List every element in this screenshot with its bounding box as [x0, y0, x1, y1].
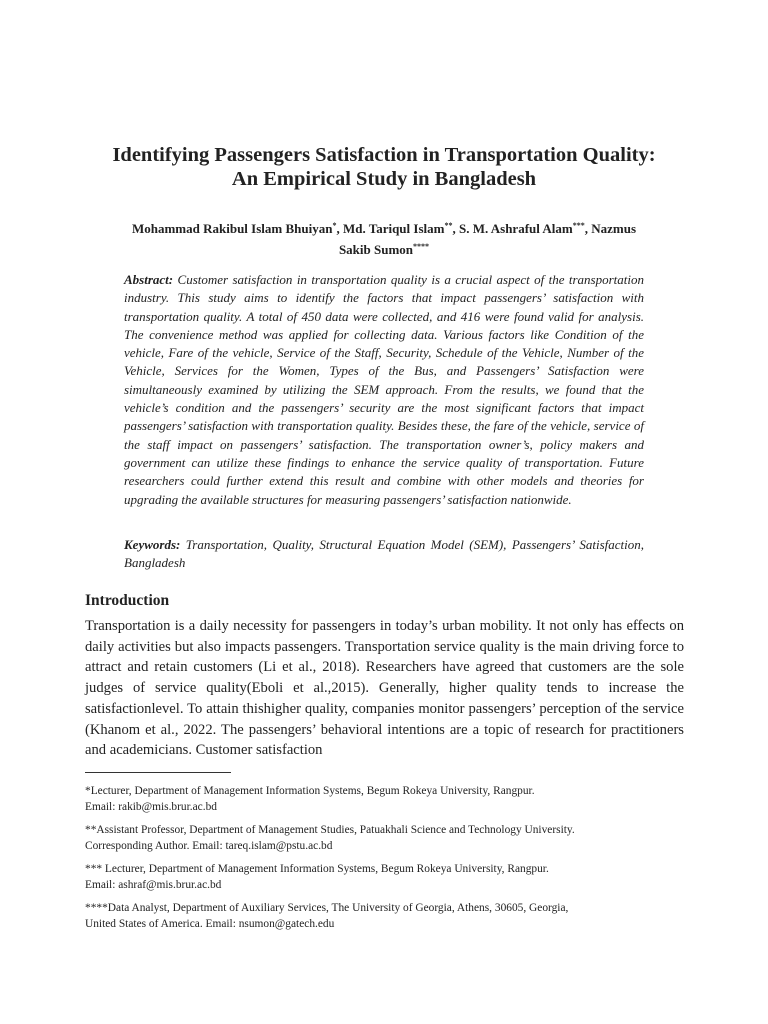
author-list	[80, 218, 688, 260]
title-line-1: Identifying Passengers Satisfaction in Transportation Quality:	[112, 144, 656, 166]
introduction-paragraph: Transportation is a daily necessity for passengers in today’s urban mobility. It not only has effects on daily activities but also impacts passengers. Transportation service quality is the main driving force to attract and retain customers (Li et al., 2018). Researchers have agreed that customers are the sole judges of service quality(Eboli et al.,2015). Generally, higher quality tends to increase the satisfactionlevel. To attain thishigher quality, companies monitor passengers’ perception of the service (Khanom et al., 2022. The passengers’ behavioral intentions are a topic of research for practitioners and academicians. Customer satisfaction	[85, 618, 684, 759]
footnote-separator	[85, 772, 231, 773]
author-name: , Nazmus	[584, 221, 637, 236]
footnotes	[85, 783, 684, 939]
footnote-email: Corresponding Author. Email: tareq.islam@pstu.ac.bd	[85, 840, 333, 852]
footnote-affiliation: ****Data Analyst, Department of Auxiliary Services, The University of Georgia, Athens, 30605, Georgia,	[85, 902, 569, 914]
footnote-email: Email: ashraf@mis.brur.ac.bd	[85, 879, 222, 891]
affiliation-mark: ***	[572, 221, 585, 230]
abstract	[124, 271, 644, 509]
footnote-email: United States of America. Email: nsumon@gatech.edu	[85, 918, 335, 930]
footnote-email: Email: rakib@mis.brur.ac.bd	[85, 801, 217, 813]
footnote-affiliation: *Lecturer, Department of Management Information Systems, Begum Rokeya University, Rangpur.	[85, 785, 535, 797]
paper-title	[60, 143, 708, 191]
footnote-affiliation: **Assistant Professor, Department of Management Studies, Patuakhali Science and Technology University.	[85, 824, 575, 836]
footnote	[85, 861, 684, 893]
footnote	[85, 783, 684, 815]
author-name: Sakib Sumon	[338, 242, 414, 257]
keywords	[124, 536, 644, 573]
author-name: , Md. Tariqul Islam	[336, 221, 445, 236]
author-line-1	[80, 218, 688, 239]
footnote	[85, 822, 684, 854]
section-heading-introduction: Introduction	[85, 592, 170, 609]
keywords-text: Transportation, Quality, Structural Equation Model (SEM), Passengers’ Satisfaction, Bangladesh	[124, 537, 645, 571]
footnote-affiliation: *** Lecturer, Department of Management Information Systems, Begum Rokeya University, Rangpur.	[85, 863, 549, 875]
footnote	[85, 900, 684, 932]
affiliation-mark: *	[332, 221, 337, 230]
author-line-2	[80, 239, 688, 260]
author-name: Mohammad Rakibul Islam Bhuiyan	[131, 221, 333, 236]
title-line-2: An Empirical Study in Bangladesh	[231, 168, 537, 190]
author-name: , S. M. Ashraful Alam	[452, 221, 573, 236]
affiliation-mark: **	[444, 221, 453, 230]
abstract-label: Abstract:	[124, 272, 174, 287]
abstract-text: Customer satisfaction in transportation quality is a crucial aspect of the transportation industry. This study aims to identify the factors that impact passengers’ satisfaction with transportation quality. A total of 450 data were collected, and 416 were found valid for analysis. The convenience method was applied for collecting data. Various factors like Condition of the vehicle, Fare of the vehicle, Service of the Staff, Security, Schedule of the Vehicle, Number of the Vehicle, Services for the Women, Types of the Bus, and Passengers’ Satisfaction were simultaneously examined by utilizing the SEM approach. From the results, we found that the vehicle’s condition and the passengers’ security are the most significant factors that impact passengers’ satisfaction with transportation quality. Besides these, the fare of the vehicle, service of the staff impact on passengers’ satisfaction. The transportation owner’s, policy makers and government can utilize these findings to enhance the service quality of transportation. Future researchers could further extend this result and combine with other models and theories for upgrading the available structures for measuring passengers’ satisfaction nationwide.	[124, 272, 645, 507]
affiliation-mark: ****	[413, 242, 430, 251]
keywords-label: Keywords:	[124, 537, 181, 552]
